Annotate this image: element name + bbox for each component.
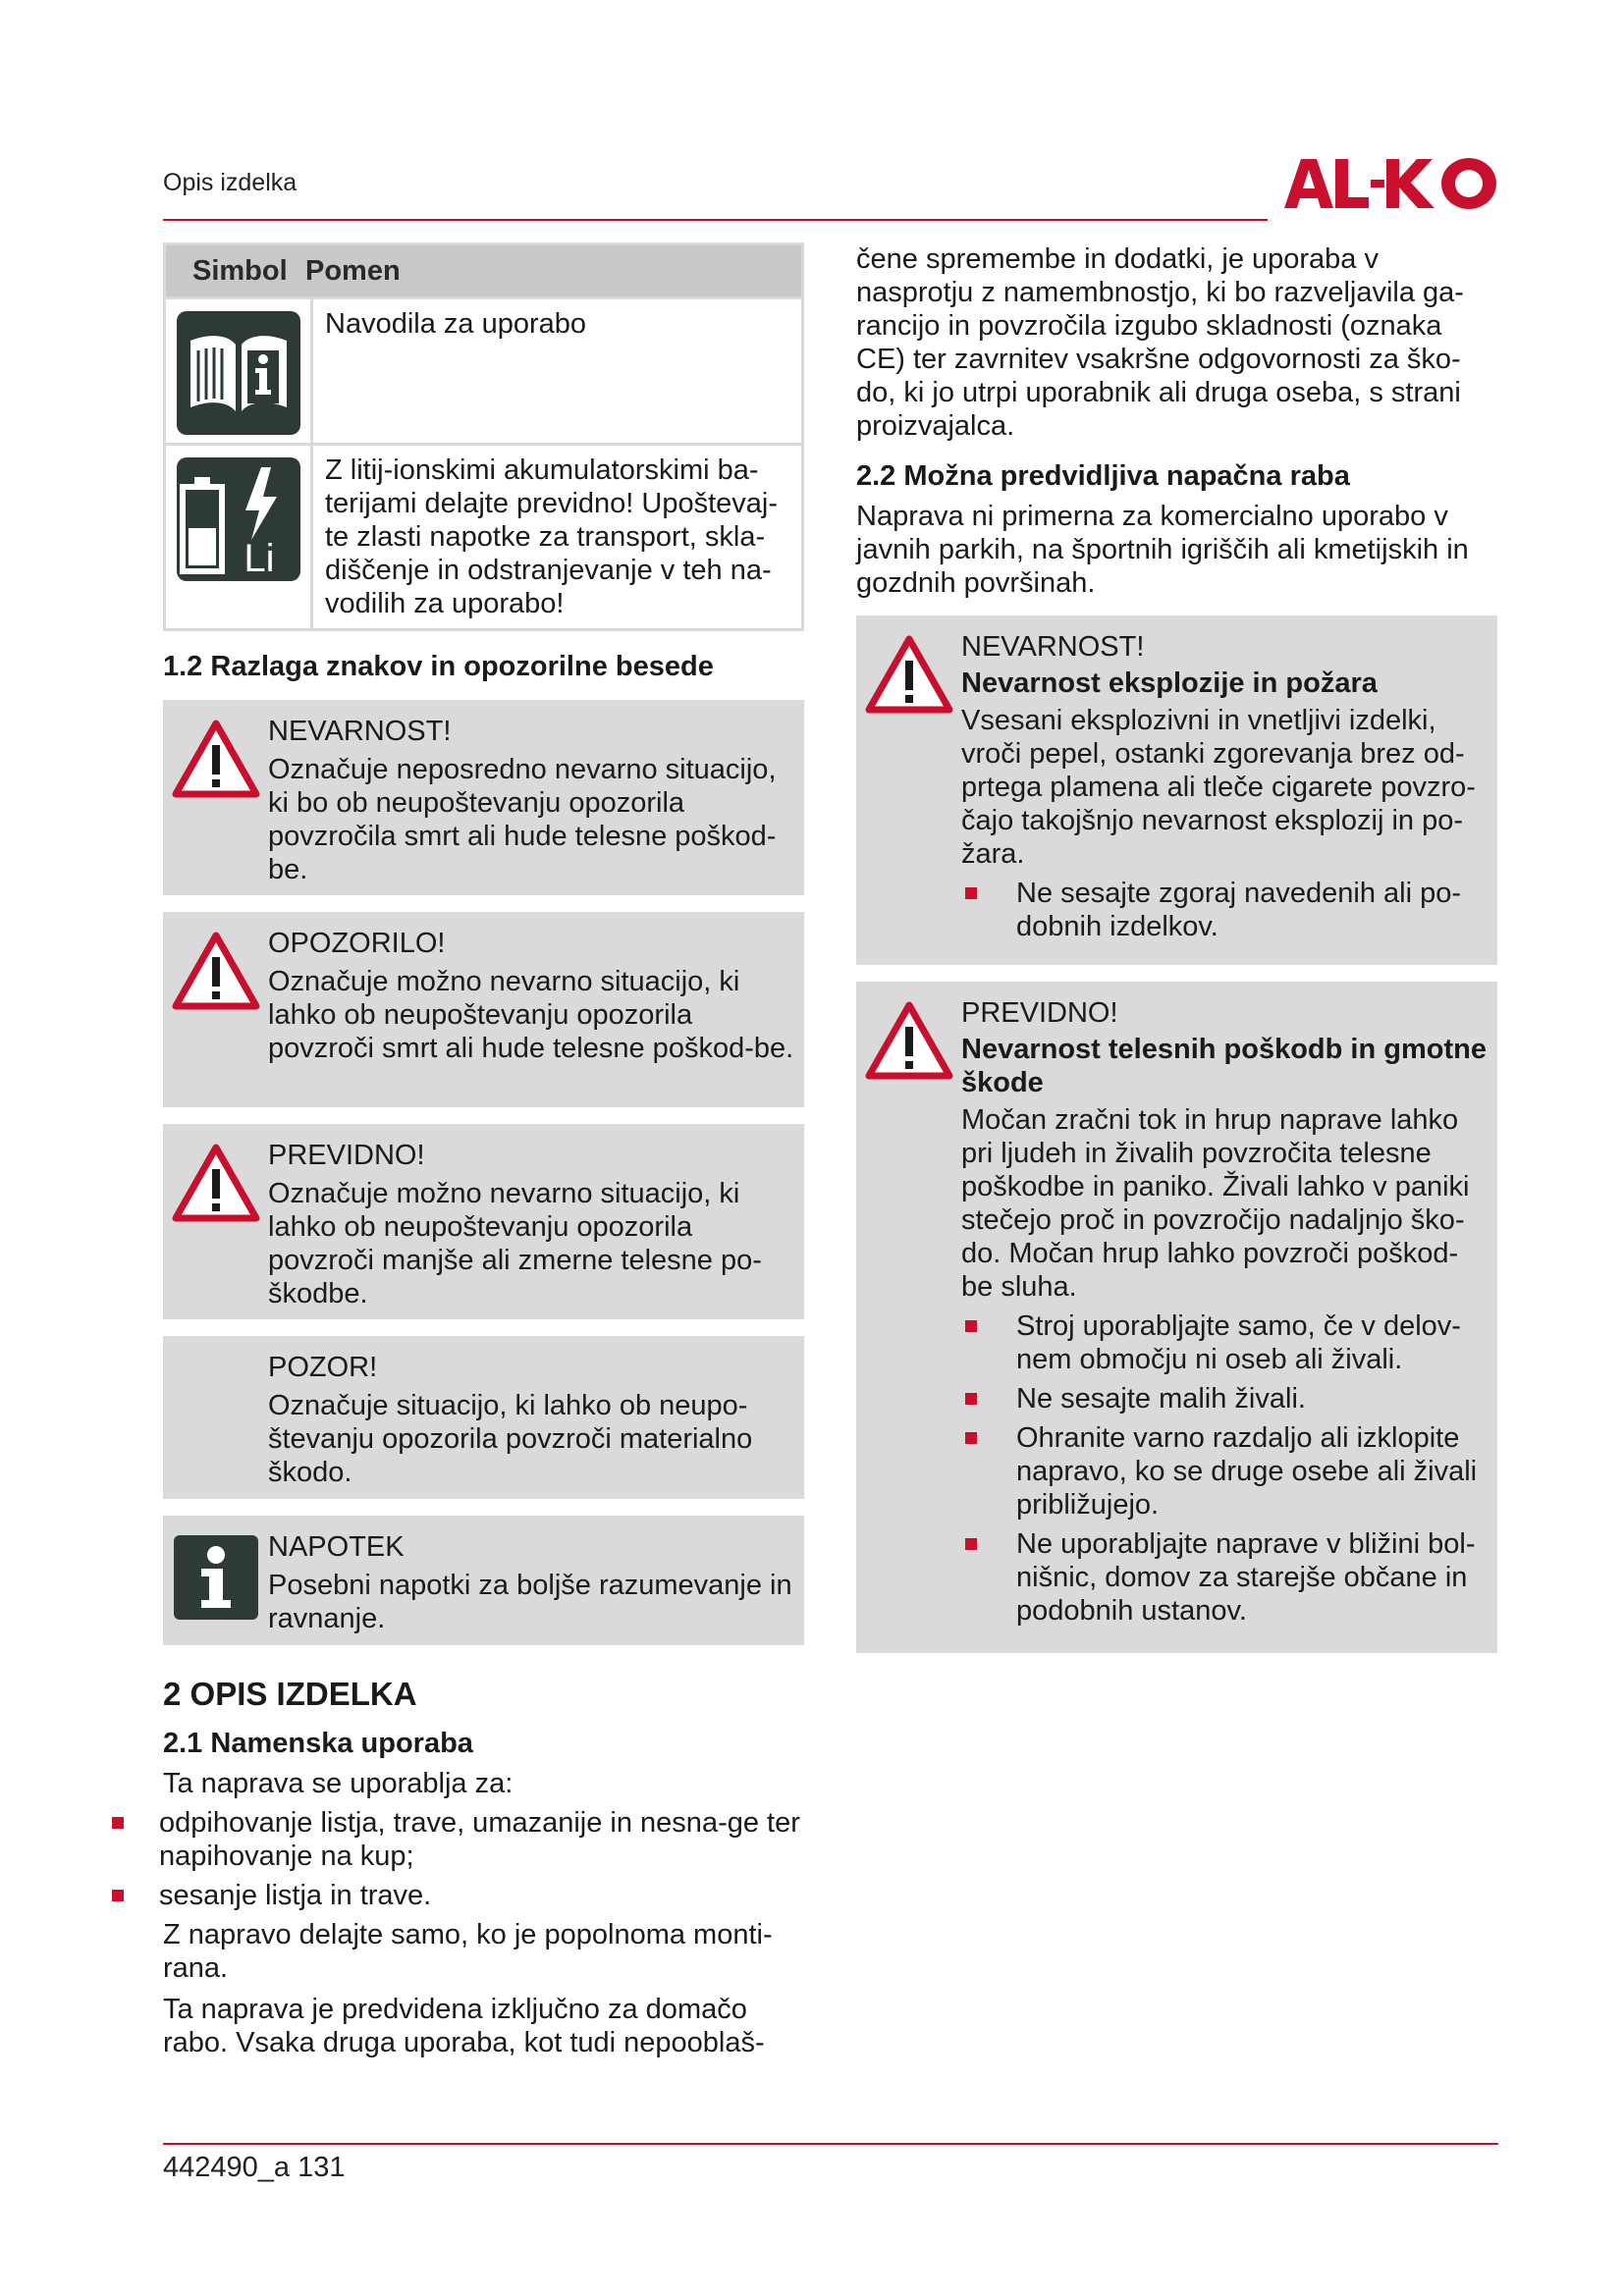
symbol-meaning-text: Navodila za uporabo [325, 308, 587, 340]
list-item: Ne sesajte zgoraj navedenih ali po-dobnih izdelkov. [961, 877, 1488, 943]
header-divider [163, 219, 1268, 221]
list-item: sesanje listja in trave. [108, 1879, 804, 1912]
box-title: POZOR! [268, 1352, 378, 1383]
box-bullet-list [961, 1309, 1488, 1628]
intended-use-list [108, 1806, 804, 1912]
box-bullet-list [961, 877, 1488, 943]
notice-box [163, 1336, 804, 1499]
brand-logo [1284, 155, 1498, 212]
list-item: odpihovanje listja, trave, umazanije in nesna-ge ter napihovanje na kup; [108, 1806, 804, 1873]
warning-triangle-icon [865, 1001, 953, 1080]
warning-triangle-icon [172, 1144, 260, 1222]
danger-box [163, 700, 804, 895]
battery-li-label: Li [243, 537, 275, 580]
symbol-meaning-text: Z litij-ionskimi akumulatorskimi ba-terijami delajte previdno! Upoštevaj-te zlasti napotke za transport, skla-diščenje in odstranjevanje v teh na-vodilih za uporabo! [325, 454, 778, 619]
misuse-text: Naprava ni primerna za komercialno uporabo v javnih parkih, na športnih igriščih ali kmetijskih in gozdnih površinah. [856, 501, 1469, 599]
box-text: Označuje možno nevarno situacijo, ki lahko ob neupoštevanju opozorila povzroči manjše ali zmerne telesne po-škodbe. [268, 1178, 762, 1309]
warning-box [163, 912, 804, 1107]
caution-box [163, 1124, 804, 1319]
li-ion-battery-icon [177, 457, 300, 581]
intended-use-intro: Ta naprava se uporablja za: [163, 1768, 514, 1799]
left-column [159, 242, 804, 2059]
box-text: Posebni napotki za boljše razumevanje in ravnanje. [268, 1570, 792, 1634]
intended-use-para-1: Z napravo delajte samo, ko je popolnoma monti-rana. [163, 1919, 773, 1984]
note-box [163, 1516, 804, 1645]
symbol-table [163, 242, 804, 631]
warning-triangle-icon [172, 720, 260, 798]
info-icon [174, 1535, 258, 1620]
box-title: NEVARNOST! [961, 631, 1145, 663]
list-item: Ohranite varno razdaljo ali izklopite napravo, ko se druge osebe ali živali približujejo. [961, 1421, 1488, 1522]
page-number: 442490_a 131 [163, 2152, 346, 2183]
box-subtitle: Nevarnost eksplozije in požara [961, 667, 1378, 699]
warning-triangle-icon [172, 932, 260, 1010]
symbol-table-row [166, 443, 801, 628]
box-title: NAPOTEK [268, 1531, 405, 1563]
list-item: Ne sesajte malih živali. [961, 1382, 1488, 1415]
alko-logo-icon [1284, 155, 1498, 212]
intended-use-para-2: Ta naprava je predvidena izključno za domačo rabo. Vsaka druga uporaba, kot tudi nepooblaš- [163, 1994, 765, 2058]
box-title: OPOZORILO! [268, 928, 446, 959]
intended-use-para-2-continued: čene spremembe in dodatki, je uporaba v nasprotju z namembnostjo, ki bo razveljavila ga-rancijo in povzročila izgubo skladnosti (oznaka CE) ter zavrnitev vsakršne odgovornosti za ško-do, ki jo utrpi uporabnik ali druga oseba, s strani proizvajalca. [856, 243, 1464, 442]
box-subtitle: Nevarnost telesnih poškodb in gmotne škode [961, 1034, 1487, 1098]
symbol-table-header [166, 245, 801, 296]
header-section-title: Opis izdelka [163, 169, 298, 196]
symbol-table-row [166, 296, 801, 443]
section-2-2-title: 2.2 Možna predvidljiva napačna raba [856, 460, 1350, 492]
section-1-2-title: 1.2 Razlaga znakov in opozorilne besede [163, 651, 714, 682]
box-text: Označuje možno nevarno situacijo, ki lahko ob neupoštevanju opozorila povzroči smrt ali hude telesne poškod-be. [268, 966, 794, 1064]
footer-divider [163, 2143, 1498, 2145]
box-title: NEVARNOST! [268, 716, 452, 747]
col-symbol-header: Simbol [192, 254, 288, 287]
box-text: Označuje situacijo, ki lahko ob neupo-števanju opozorila povzroči materialno škodo. [268, 1390, 753, 1488]
col-meaning-header: Pomen [305, 254, 401, 287]
box-text: Vsesani eksplozivni in vnetljivi izdelki, vroči pepel, ostanki zgorevanja brez od-prtega plamena ali tleče cigarete povzro-čajo takojšnjo nevarnost eksplozij in po-žara. [961, 705, 1476, 870]
box-text: Močan zračni tok in hrup naprave lahko pri ljudeh in živalih povzročita telesne poškodbe in paniko. Živali lahko v paniki stečejo proč in povzročijo nadaljnjo ško-do. Močan hrup lahko povzroči poškod-be sluha. [961, 1104, 1470, 1303]
section-2-title: 2 OPIS IZDELKA [163, 1676, 417, 1712]
list-item: Stroj uporabljajte samo, če v delov-nem območju ni oseb ali živali. [961, 1309, 1488, 1376]
box-title: PREVIDNO! [268, 1140, 425, 1171]
box-title: PREVIDNO! [961, 997, 1118, 1029]
list-item: Ne uporabljajte naprave v bližini bol-nišnic, domov za starejše občane in podobnih ustanov. [961, 1527, 1488, 1628]
right-column [856, 242, 1497, 1653]
box-text: Označuje neposredno nevarno situacijo, ki bo ob neupoštevanju opozorila povzročila smrt ali hude telesne poškod-be. [268, 754, 777, 885]
manual-info-icon [177, 311, 300, 435]
injury-caution-box [856, 982, 1497, 1653]
explosion-danger-box [856, 615, 1497, 965]
section-2-1-title: 2.1 Namenska uporaba [163, 1728, 473, 1759]
warning-triangle-icon [865, 635, 953, 714]
